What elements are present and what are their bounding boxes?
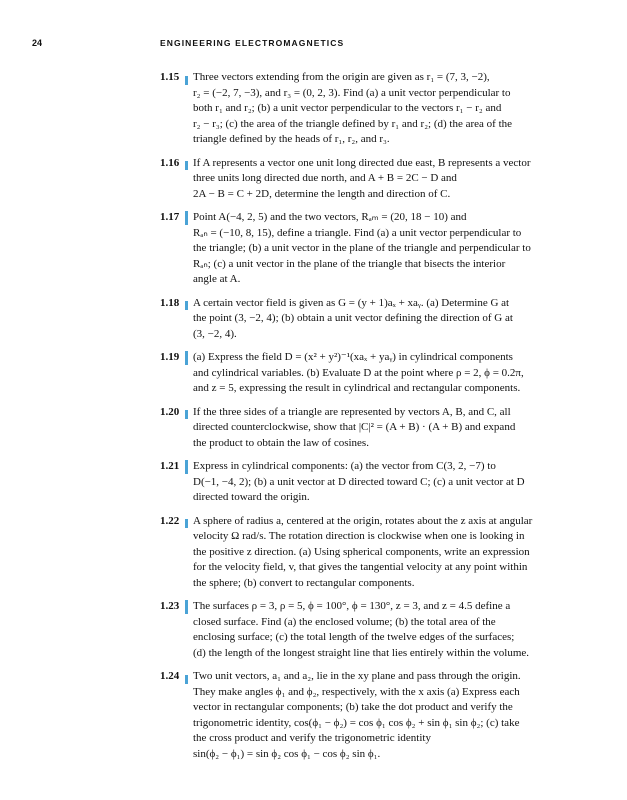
problem-line: the point (3, −2, 4); (b) obtain a unit vector defining the direction of G at bbox=[193, 312, 513, 324]
problem-text bbox=[193, 156, 580, 203]
problem-line: The surfaces ρ = 3, ρ = 5, ϕ = 100°, ϕ = 130°, z = 3, and z = 4.5 define a bbox=[193, 600, 511, 612]
problem-marker-bar bbox=[185, 301, 188, 310]
problem-number: 1.24 bbox=[160, 670, 180, 682]
problem-line: enclosing surface; (c) the total length of the twelve edges of the surfaces; bbox=[193, 631, 515, 643]
problem-line: the product to obtain the law of cosines. bbox=[193, 436, 369, 449]
problem-number: 1.23 bbox=[160, 600, 180, 612]
problem-marker-bar bbox=[185, 675, 188, 684]
problem-text bbox=[193, 296, 580, 343]
problem-marker-bar bbox=[185, 600, 188, 614]
problem-item bbox=[160, 459, 580, 506]
problem-line: r₂ − r₃; (c) the area of the triangle defined by r₁ and r₂; (d) the area of the bbox=[193, 117, 513, 130]
problem-line: Two unit vectors, a₁ and a₂, lie in the xy plane and pass through the origin. bbox=[193, 670, 521, 682]
problem-line: They make angles ϕ₁ and ϕ₂, respectively, with the x axis (a) Express each bbox=[193, 685, 520, 698]
problem-line: vector in rectangular components; (b) take the dot product and verify the bbox=[193, 701, 513, 713]
problem-line: D(−1, −4, 2); (b) a unit vector at D directed toward C; (c) a unit vector at D bbox=[193, 475, 525, 488]
problem-marker-bar bbox=[185, 410, 188, 419]
problem-line: A certain vector field is given as G = (y + 1)aₓ + xaᵧ. (a) Determine G at bbox=[193, 296, 510, 309]
problem-line: three units long directed due north, and A + B = 2C − D and bbox=[193, 172, 457, 184]
problem-line: the triangle; (b) a unit vector in the plane of the triangle and perpendicular to bbox=[193, 242, 531, 254]
problem-marker-bar bbox=[185, 351, 188, 365]
problem-marker-bar bbox=[185, 519, 188, 528]
problem-line: If A represents a vector one unit long directed due east, B represents a vector bbox=[193, 156, 531, 169]
problem-line: Three vectors extending from the origin are given as r₁ = (7, 3, −2), bbox=[193, 71, 490, 83]
problem-line: the positive z direction. (a) Using spherical components, write an expression bbox=[193, 545, 530, 558]
problem-line: (a) Express the field D = (x² + y²)⁻¹(xaₓ + yaᵧ) in cylindrical components bbox=[193, 351, 513, 363]
problem-marker-bar bbox=[185, 161, 188, 170]
problem-item bbox=[160, 669, 580, 762]
problem-number: 1.19 bbox=[160, 351, 180, 363]
problem-line: Express in cylindrical components: (a) the vector from C(3, 2, −7) to bbox=[193, 460, 496, 472]
problem-line: A sphere of radius a, centered at the origin, rotates about the z axis at angular bbox=[193, 514, 533, 527]
problem-text bbox=[193, 514, 580, 592]
problem-text bbox=[193, 669, 580, 762]
problem-text bbox=[193, 459, 580, 506]
problem-line: both r₁ and r₂; (b) a unit vector perpendicular to the vectors r₁ − r₂ and bbox=[193, 102, 502, 114]
problem-number: 1.21 bbox=[160, 460, 180, 472]
problem-line: the cross product and verify the trigonometric identity bbox=[193, 732, 431, 744]
problem-number: 1.22 bbox=[160, 514, 180, 527]
problem-line: and z = 5, expressing the result in cylindrical and rectangular components. bbox=[193, 382, 521, 394]
problem-item bbox=[160, 599, 580, 661]
problem-marker-bar bbox=[185, 460, 188, 474]
problem-number: 1.15 bbox=[160, 71, 180, 83]
problem-marker-bar bbox=[185, 211, 188, 225]
problem-line: r₂ = (−2, 7, −3), and r₃ = (0, 2, 3). Find (a) a unit vector perpendicular to bbox=[193, 86, 511, 99]
problem-line: 2A − B = C + 2D, determine the length and direction of C. bbox=[193, 187, 451, 200]
problem-line: the sphere; (b) convert to rectangular components. bbox=[193, 576, 415, 589]
problem-line: for the velocity field, v, that gives the tangential velocity at any point within bbox=[193, 561, 528, 573]
problem-line: and cylindrical variables. (b) Evaluate D at the point where ρ = 2, ϕ = 0.2π, bbox=[193, 366, 524, 379]
problem-line: Point A(−4, 2, 5) and the two vectors, Rₐₘ = (20, 18 − 10) and bbox=[193, 211, 467, 223]
problem-line: triangle defined by the heads of r₁, r₂, and r₃. bbox=[193, 133, 390, 145]
problem-text bbox=[193, 210, 580, 288]
problem-item bbox=[160, 156, 580, 203]
problem-item bbox=[160, 296, 580, 343]
problem-item bbox=[160, 350, 580, 397]
problem-item bbox=[160, 70, 580, 148]
problem-line: directed counterclockwise, show that |C|² = (A + B) · (A + B) and expand bbox=[193, 421, 516, 433]
problem-text bbox=[193, 350, 580, 397]
running-title: ENGINEERING ELECTROMAGNETICS bbox=[160, 38, 345, 48]
page-number: 24 bbox=[32, 38, 43, 48]
problem-line: closed surface. Find (a) the enclosed volume; (b) the total area of the bbox=[193, 615, 496, 628]
problem-marker-bar bbox=[185, 76, 188, 85]
problem-number: 1.20 bbox=[160, 405, 180, 418]
problem-item bbox=[160, 514, 580, 592]
problem-text bbox=[193, 405, 580, 452]
problem-number: 1.16 bbox=[160, 156, 180, 169]
problem-line: Rₐₙ = (−10, 8, 15), define a triangle. Find (a) a unit vector perpendicular to bbox=[193, 226, 522, 239]
problem-line: sin(ϕ₂ − ϕ₁) = sin ϕ₂ cos ϕ₁ − cos ϕ₂ sin ϕ₁. bbox=[193, 747, 381, 760]
page-header bbox=[32, 38, 592, 52]
problem-number: 1.17 bbox=[160, 211, 180, 223]
problem-line: velocity Ω rad/s. The rotation direction is clockwise when one is looking in bbox=[193, 530, 525, 542]
problem-line: trigonometric identity, cos(ϕ₁ − ϕ₂) = cos ϕ₁ cos ϕ₂ + sin ϕ₁ sin ϕ₂; (c) take bbox=[193, 716, 520, 729]
problem-item bbox=[160, 405, 580, 452]
problem-line: If the three sides of a triangle are represented by vectors A, B, and C, all bbox=[193, 405, 511, 418]
problem-line: (d) the length of the longest straight line that lies entirely within the volume. bbox=[193, 646, 530, 659]
problem-text bbox=[193, 599, 580, 661]
problem-list bbox=[160, 70, 580, 770]
problem-item bbox=[160, 210, 580, 288]
problem-line: angle at A. bbox=[193, 273, 241, 285]
problem-line: directed toward the origin. bbox=[193, 491, 310, 503]
problem-number: 1.18 bbox=[160, 296, 180, 309]
problem-text bbox=[193, 70, 580, 148]
problem-line: (3, −2, 4). bbox=[193, 327, 237, 340]
problem-line: Rₐₙ; (c) a unit vector in the plane of the triangle that bisects the interior bbox=[193, 257, 506, 270]
